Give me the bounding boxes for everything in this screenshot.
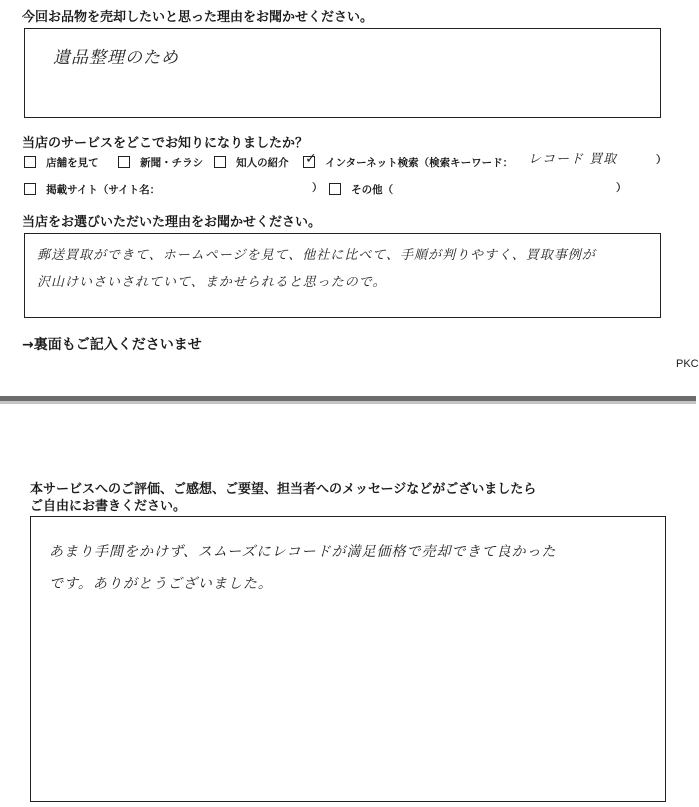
- option-label: 掲載サイト（サイト名：: [46, 184, 161, 196]
- option-label: 知人の紹介: [236, 157, 289, 169]
- answer-box-reason-for-selling[interactable]: [24, 28, 661, 118]
- option-label: 新聞・チラシ: [140, 157, 204, 169]
- handwritten-answer-line: 沢山けいさいされていて、まかせられると思ったので。: [37, 275, 387, 290]
- checkbox-store[interactable]: [24, 156, 36, 168]
- checkbox-other[interactable]: [329, 183, 341, 195]
- answer-box-why-chose-us[interactable]: [24, 233, 661, 318]
- question-how-did-you-hear: 当店のサービスをどこでお知りになりましたか？: [22, 136, 309, 151]
- option-close-paren: ）: [656, 154, 667, 166]
- checkbox-internet-search[interactable]: [303, 150, 317, 168]
- check-mark-icon: ✓: [305, 150, 317, 167]
- option-store[interactable]: [24, 151, 99, 170]
- page-divider-shadow: [0, 401, 696, 404]
- question-feedback-line2: ご自由にお書きください。: [30, 499, 187, 514]
- option-listing-site[interactable]: [24, 178, 160, 197]
- handwritten-answer: 遺品整理のため: [53, 48, 179, 68]
- option-label: 店舗を見て: [46, 157, 99, 169]
- handwritten-feedback-line: です。ありがとうございました。: [49, 576, 273, 592]
- option-close-paren: ）: [616, 182, 627, 194]
- question-why-chose-us: 当店をお選びいただいた理由をお聞かせください。: [22, 215, 322, 230]
- handwritten-feedback-line: あまり手間をかけず、スムーズにレコードが満足価格で売却できて良かった: [49, 544, 557, 560]
- checkbox-referral[interactable]: [214, 156, 226, 168]
- answer-box-feedback[interactable]: [30, 516, 666, 802]
- option-newspaper-flyer[interactable]: [118, 151, 203, 170]
- checkbox-newspaper[interactable]: [118, 156, 130, 168]
- question-reason-for-selling: 今回お品物を売却したいと思った理由をお聞かせください。: [22, 10, 374, 25]
- option-referral[interactable]: [214, 151, 289, 170]
- back-side-note: →裏面もご記入くださいませ: [22, 337, 202, 353]
- option-close-paren: ）: [312, 182, 323, 194]
- option-other[interactable]: [329, 178, 393, 197]
- handwritten-search-keyword: レコード 買取: [528, 152, 618, 167]
- option-label: インターネット検索（検索キーワード：: [325, 157, 514, 169]
- option-label: その他（: [351, 184, 394, 196]
- option-internet-search[interactable]: [303, 151, 513, 170]
- form-code: PKC: [676, 358, 699, 370]
- handwritten-answer-line: 郵送買取ができて、ホームページを見て、他社に比べて、手順が判りやすく、買取事例が: [37, 248, 596, 263]
- checkbox-listing-site[interactable]: [24, 183, 36, 195]
- question-feedback-line1: 本サービスへのご評価、ご感想、ご要望、担当者へのメッセージなどがございましたら: [30, 482, 537, 497]
